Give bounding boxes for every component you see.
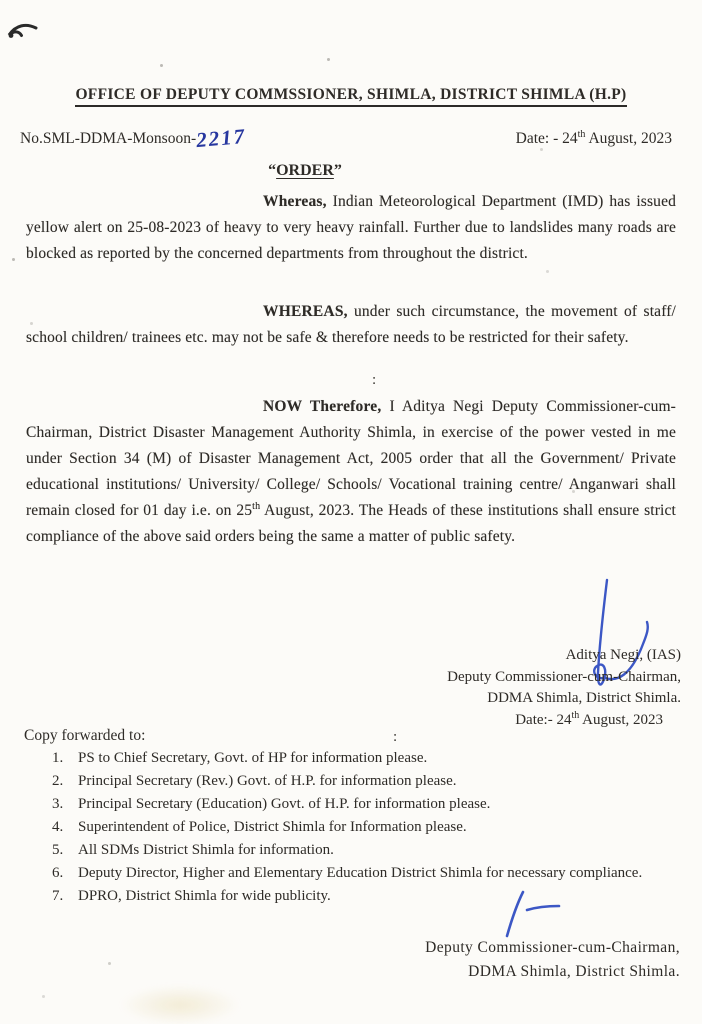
document-title-text: OFFICE OF DEPUTY COMMSSIONER, SHIMLA, DISTRICT SHIMLA (H.P)	[75, 86, 626, 107]
list-item	[52, 748, 684, 770]
handwritten-ref-number: 2217	[195, 123, 248, 153]
signatory-block	[447, 645, 681, 731]
pen-scratch-icon	[6, 22, 40, 44]
list-item-text: Principal Secretary (Rev.) Govt. of H.P. for information please.	[78, 773, 457, 789]
footer-signatory-block	[425, 936, 680, 983]
signatory-designation: Deputy Commissioner-cum-Chairman,	[447, 668, 681, 685]
list-item-number: 6.	[52, 865, 64, 881]
document-title	[0, 86, 702, 104]
signatory-date	[447, 710, 663, 732]
signatory-date-tail: August, 2023	[579, 711, 663, 728]
list-item-number: 2.	[52, 773, 64, 789]
reference-prefix: No.SML-DDMA-Monsoon-	[20, 130, 197, 147]
list-item-text: All SDMs District Shimla for information.	[78, 842, 334, 858]
paragraph-whereas-1	[26, 189, 676, 267]
list-item	[52, 886, 684, 908]
order-open-quote: “	[268, 162, 277, 179]
list-item-number: 7.	[52, 888, 64, 904]
paragraph-3-lead: NOW Therefore,	[263, 398, 382, 415]
copy-forwarded-label: Copy forwarded to:	[24, 727, 146, 744]
scan-speck	[572, 490, 575, 493]
list-item-number: 1.	[52, 750, 64, 766]
list-item	[52, 771, 684, 793]
scan-speck	[108, 962, 111, 965]
signatory-date-ordinal: th	[571, 709, 580, 721]
scan-artifact-colon-2: :	[393, 729, 398, 745]
paragraph-3-ordinal-suffix: th	[252, 500, 261, 512]
copy-forwarded-list	[52, 748, 684, 909]
date-line	[516, 130, 672, 148]
footer-office: DDMA Shimla, District Shimla.	[468, 962, 680, 980]
signatory-office: DDMA Shimla, District Shimla.	[487, 690, 681, 706]
scan-speck	[540, 148, 543, 151]
scan-speck	[327, 58, 330, 61]
signatory-date-text: Date:- 24	[515, 711, 572, 728]
list-item-number: 4.	[52, 819, 64, 835]
list-item-text: PS to Chief Secretary, Govt. of HP for information please.	[78, 750, 428, 766]
paragraph-2-body: under such circumstance, the movement of staff/ school children/ trainees etc. may not be safe & therefore needs to be restricted for their safety.	[26, 303, 676, 346]
date-text: Date: - 24	[515, 130, 578, 147]
list-item	[52, 794, 684, 816]
paragraph-3-body-b: August, 2023. The Heads of these institutions shall ensure strict compliance of the above said orders being the same a matter of public safety.	[26, 502, 676, 545]
date-text-tail: August, 2023	[585, 130, 672, 147]
scan-artifact-colon: :	[372, 372, 377, 388]
scan-speck	[30, 322, 33, 325]
initials-ink-mark	[475, 888, 570, 940]
scan-speck	[160, 64, 163, 67]
list-item-number: 5.	[52, 842, 64, 858]
scan-speck	[546, 270, 549, 273]
order-heading-text: ORDER	[276, 162, 334, 179]
scan-speck	[12, 258, 15, 261]
signatory-name: Aditya Negi, (IAS)	[565, 647, 681, 663]
paragraph-whereas-2	[26, 299, 676, 351]
paragraph-1-lead: Whereas,	[263, 193, 327, 210]
list-item-number: 3.	[52, 796, 64, 812]
order-close-quote: ”	[333, 162, 342, 179]
paragraph-2-lead: WHEREAS,	[263, 303, 348, 320]
list-item	[52, 840, 684, 862]
footer-designation: Deputy Commissioner-cum-Chairman,	[425, 939, 680, 956]
list-item-text: Deputy Director, Higher and Elementary Education District Shimla for necessary compliance.	[78, 865, 643, 881]
list-item	[52, 863, 684, 885]
paragraph-1-body: Indian Meteorological Department (IMD) has issued yellow alert on 25-08-2023 of heavy to very heavy rainfall. Further due to landslides many roads are blocked as reported by the concerned departments from throughout the district.	[26, 193, 676, 262]
list-item	[52, 817, 684, 839]
order-heading	[0, 162, 702, 180]
list-item-text: Principal Secretary (Education) Govt. of H.P. for information please.	[78, 796, 491, 812]
reference-number	[20, 123, 248, 153]
paragraph-order-body	[26, 394, 676, 550]
scan-speck	[42, 995, 45, 998]
list-item-text: DPRO, District Shimla for wide publicity.	[78, 888, 331, 904]
list-item-text: Superintendent of Police, District Shimla for Information please.	[78, 819, 467, 835]
date-ordinal-suffix: th	[577, 128, 586, 140]
paragraph-3-body-a: I Aditya Negi Deputy Commissioner-cum-Chairman, District Disaster Management Authority Shimla, in exercise of the power vested in me under Section 34 (M) of Disaster Management Act, 2005 order that all the Government/ Private educational institutions/ University/ College/ Schools/ Vocational training centre/ Anganwari shall remain closed for 01 day i.e. on 25	[26, 398, 676, 519]
scan-smudge	[120, 985, 240, 1024]
